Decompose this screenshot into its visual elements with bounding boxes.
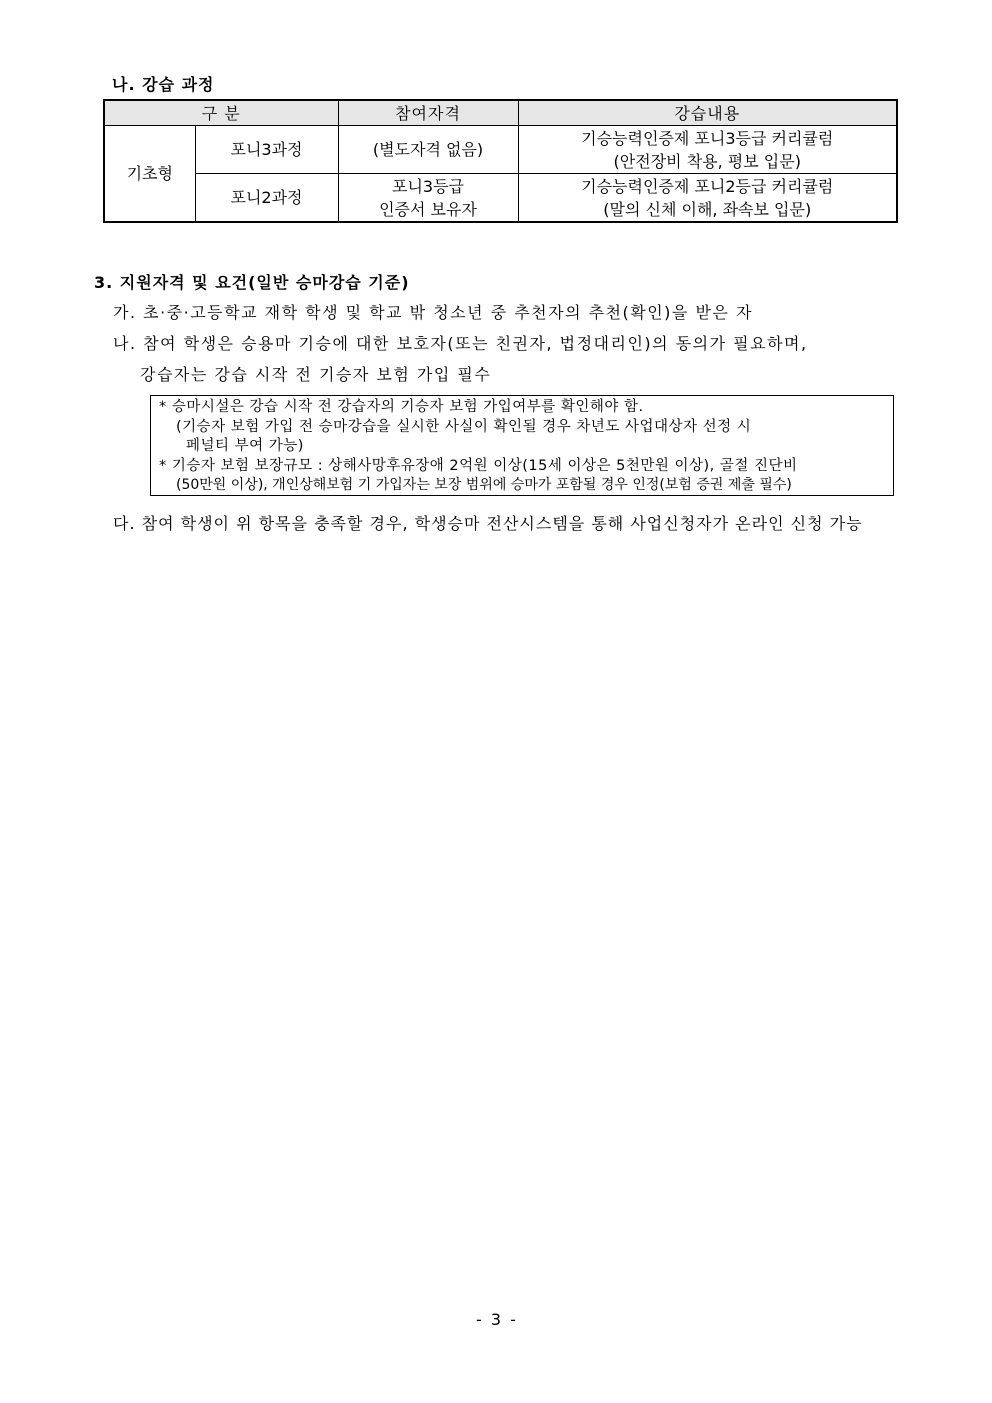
note-line: (기승자 보험 가입 전 승마강습을 실시한 사실이 확인될 경우 차년도 사업대상자 선정 시 [176,418,752,435]
course-cell: 포니3과정 [195,126,338,174]
qualification-line-1: 포니3등급 [391,176,464,196]
note-line: * 승마시설은 강습 시작 전 강습자의 기승자 보험 가입여부를 확인해야 함. [159,399,644,415]
content-cell [518,174,897,223]
course-cell: 포니2과정 [195,174,338,223]
item-ga: 가. 초·중·고등학교 재학 학생 및 학교 밖 청소년 중 추천자의 추천(확인)을 받은 자 [113,303,753,322]
header-category: 구 분 [104,100,338,126]
table-header-row [104,100,897,126]
qualification-line: (별도자격 없음) [372,140,484,159]
item-da: 다. 참여 학생이 위 항목을 충족할 경우, 학생승마 전산시스템을 통해 사업신청자가 온라인 신청 가능 [113,514,863,533]
qualification-line-2: 인증서 보유자 [379,199,477,219]
header-content: 강습내용 [518,100,897,126]
section-title-na: 나. 강습 과정 [112,75,215,94]
category-cell: 기초형 [104,126,195,223]
header-qualification: 참여자격 [338,100,518,126]
table-row [104,174,897,223]
note-line: 페널티 부여 가능) [186,438,304,454]
table-row [104,126,897,174]
content-line-1: 기승능력인증제 포니3등급 커리큘럼 [581,128,834,148]
content-cell [518,126,897,174]
insurance-note-box [150,395,894,496]
course-table [103,99,898,223]
item-na-line-1: 나. 참여 학생은 승용마 기승에 대한 보호자(또는 친권자, 법정대리인)의 동의가 필요하며, [113,334,808,353]
item-na-line-2: 강습자는 강습 시작 전 기승자 보험 가입 필수 [140,365,492,384]
section-title-3: 3. 지원자격 및 요건(일반 승마강습 기준) [94,273,410,292]
note-line: (50만원 이상), 개인상해보험 기 가입자는 보장 범위에 승마가 포함될 경우 인정(보험 증권 제출 필수) [176,477,792,493]
content-line-1: 기승능력인증제 포니2등급 커리큘럼 [581,176,834,196]
page-number: - 3 - [476,1310,518,1329]
content-line-2: (말의 신체 이해, 좌속보 입문) [603,199,812,219]
content-line-2: (안전장비 착용, 평보 입문) [613,151,801,171]
qualification-cell [338,126,518,174]
note-line: * 기승자 보험 보장규모 : 상해사망후유장애 2억원 이상(15세 이상은 5천만원 이상), 골절 진단비 [159,457,798,474]
qualification-cell [338,174,518,223]
